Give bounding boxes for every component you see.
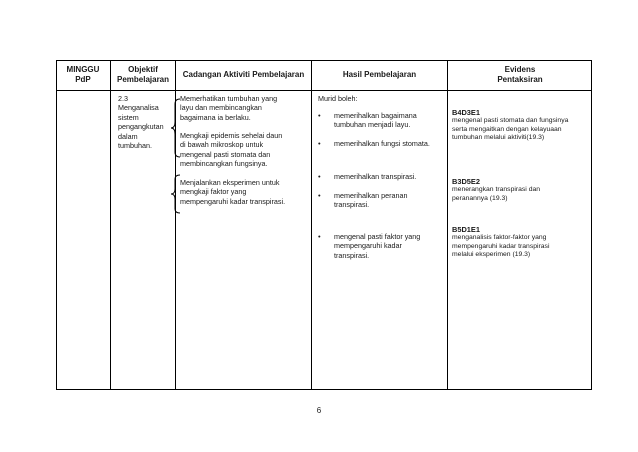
- header-objektif: [111, 60, 175, 90]
- header-evidens-line2: Pentaksiran: [497, 75, 543, 84]
- cadangan-line: mengenal pasti stomata dan: [180, 149, 271, 159]
- cadangan-line: membincangkan fungsinya.: [180, 159, 268, 169]
- evidens-desc-line: mempengaruhi kadar transpirasi: [452, 242, 550, 250]
- bullet-icon: •: [318, 191, 321, 200]
- cadangan-line: mempengaruhi kadar transpirasi.: [180, 196, 286, 206]
- hasil-item-line: memerihalkan transpirasi.: [334, 172, 417, 181]
- hasil-item-line: tumbuhan menjadi layu.: [334, 120, 411, 130]
- cadangan-line: Memerhatikan tumbuhan yang: [180, 94, 278, 103]
- header-minggu-line1: MINGGU: [66, 65, 100, 74]
- column-divider: [447, 60, 448, 390]
- objektif-line: sistem: [118, 112, 139, 122]
- evidens-entry: [452, 177, 540, 203]
- evidens-code: B3D5E2: [452, 177, 480, 186]
- evidens-desc-line: serta mengaitkan dengan kelayuaan: [452, 125, 562, 133]
- hasil-item-line: memerihalkan fungsi stomata.: [334, 139, 430, 148]
- header-minggu-line2: PdP: [75, 75, 91, 84]
- cadangan-activity-3: [180, 178, 285, 206]
- lesson-plan-table: [56, 60, 592, 390]
- hasil-item-line: memerihalkan bagaimana: [334, 111, 417, 120]
- bullet-icon: •: [318, 139, 321, 148]
- header-cadangan: Cadangan Aktiviti Pembelajaran: [182, 70, 305, 79]
- objektif-line: tumbuhan.: [118, 141, 152, 151]
- evidens-code: B5D1E1: [452, 225, 480, 234]
- evidens-desc-line: menerangkan transpirasi dan: [452, 186, 541, 194]
- evidens-entry: [452, 225, 549, 259]
- evidens-desc-line: peranannya (19.3): [452, 194, 508, 202]
- hasil-item-line: transpirasi.: [334, 200, 370, 210]
- objektif-line: pengangkutan: [118, 122, 164, 132]
- hasil-item-line: transpirasi.: [334, 250, 370, 260]
- cadangan-line: layu dan membincangkan: [180, 103, 262, 113]
- evidens-desc-line: mengenal pasti stomata dan fungsinya: [452, 117, 569, 125]
- hasil-cell: [318, 94, 446, 260]
- hasil-item-line: mengenal pasti faktor yang: [334, 232, 421, 241]
- objektif-line: Menganalisa: [118, 103, 159, 113]
- evidens-desc-line: menganalisis faktor-faktor yang: [452, 234, 547, 242]
- objektif-line: dalam: [118, 131, 138, 141]
- evidens-desc-line: melalui eksperimen (19.3): [452, 250, 531, 258]
- header-hasil: Hasil Pembelajaran: [342, 70, 417, 79]
- bullet-icon: •: [318, 111, 321, 120]
- header-objektif-line2: Pembelajaran: [116, 75, 170, 84]
- objektif-line: 2.3: [118, 94, 128, 103]
- evidens-desc-line: tumbuhan melalui aktiviti(19.3): [452, 133, 545, 141]
- cadangan-line: Menjalankan eksperimen untuk: [180, 178, 280, 187]
- hasil-intro: Murid boleh:: [318, 94, 358, 103]
- objektif-cell: [118, 94, 174, 150]
- cadangan-line: mengkaji faktor yang: [180, 187, 247, 197]
- column-divider: [110, 60, 111, 390]
- header-evidens-line1: Evidens: [504, 65, 536, 74]
- column-divider: [311, 60, 312, 390]
- hasil-item-line: mempengaruhi kadar: [334, 241, 402, 251]
- header-objektif-line1: Objektif: [128, 65, 158, 74]
- cadangan-activity-1: [180, 94, 277, 122]
- evidens-code: B4D3E1: [452, 108, 480, 117]
- cadangan-activity-2: [180, 131, 282, 169]
- hasil-item-line: memerihalkan peranan: [334, 191, 408, 200]
- header-minggu: [56, 60, 110, 90]
- cadangan-line: Mengkaji epidemis sehelai daun: [180, 131, 283, 140]
- header-divider: [56, 90, 592, 91]
- bullet-icon: •: [318, 232, 321, 241]
- header-evidens: [448, 60, 592, 90]
- cadangan-line: di bawah mikroskop untuk: [180, 140, 264, 150]
- evidens-entry: [452, 108, 568, 142]
- cadangan-line: bagaimana ia berlaku.: [180, 112, 251, 122]
- page-number: 6: [316, 406, 322, 415]
- bullet-icon: •: [318, 172, 321, 181]
